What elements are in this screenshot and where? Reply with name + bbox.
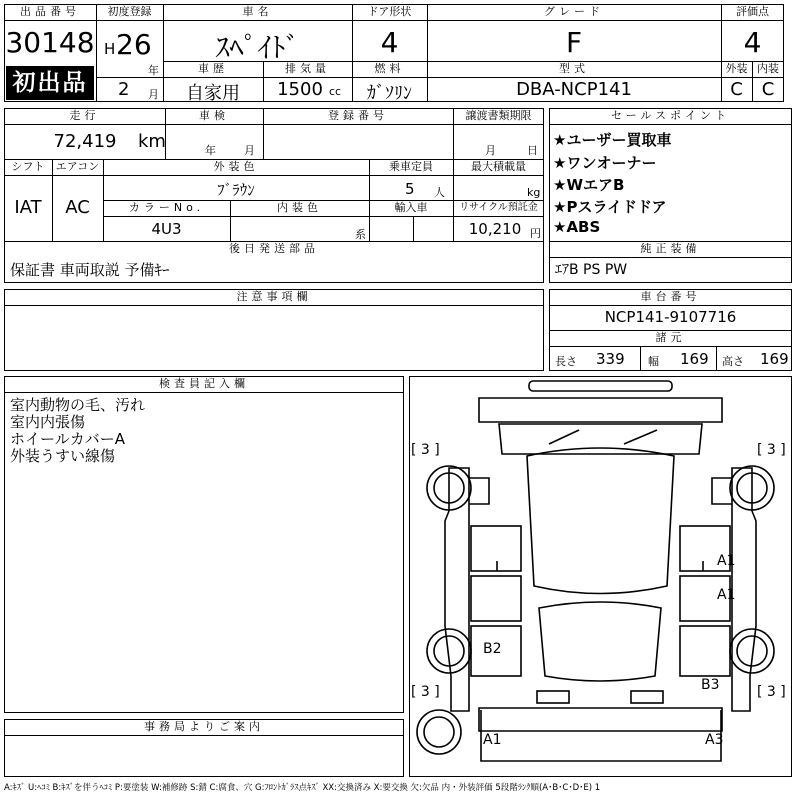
model-code-value: DBA-NCP141: [516, 79, 632, 100]
reg-month: 2: [118, 79, 130, 100]
max-load-unit: kg: [527, 186, 541, 199]
sales-point-1: ★ユーザー買取車: [553, 131, 672, 149]
accessories-value: 保証書 車両取説 予備ｷｰ: [10, 261, 170, 279]
transfer-month-unit: 月: [485, 144, 496, 157]
inspection-label: 車検: [199, 109, 229, 122]
grade-value: F: [565, 26, 583, 59]
lot-number: 30148: [5, 26, 95, 59]
color-no-label: カラーNo.: [128, 201, 205, 214]
windshield-outline: [499, 424, 702, 454]
max-load-label: 最大積載量: [471, 160, 526, 173]
width-value: 169: [680, 350, 709, 368]
transfer-day-unit: 日: [527, 144, 538, 157]
mark-bumper-left: A1: [483, 732, 502, 748]
height-value: 169: [760, 350, 789, 368]
hood-outline: [479, 398, 722, 422]
first-reg-label: 初度登録: [107, 5, 152, 18]
doors-value: 4: [380, 26, 399, 59]
capacity-unit: 人: [434, 186, 445, 199]
inspector-note-4: 外装うすい線傷: [10, 447, 116, 465]
fuel-label: 燃料: [374, 62, 405, 75]
mark-bumper-right: A3: [705, 732, 724, 748]
int-color-label: 内装色: [277, 201, 322, 214]
displacement-value: 1500: [277, 79, 323, 100]
mark-right-wheel: B3: [701, 677, 720, 693]
mark-left-wheel: B2: [483, 641, 502, 657]
score-label: 評価点: [736, 5, 769, 18]
chassis-label: 車台番号: [640, 290, 701, 303]
reg-no-label: 登録番号: [328, 109, 388, 122]
reg-year: 26: [116, 28, 152, 61]
equipment-label: 純正装備: [640, 242, 701, 255]
first-listing-badge: 初出品: [6, 66, 94, 100]
doors-label: ドア形状: [367, 5, 412, 18]
transfer-docs-label: 譲渡書類期限: [465, 109, 532, 122]
mark-top-right: [ 3 ]: [757, 442, 786, 458]
sales-point-5: ★ABS: [553, 218, 601, 236]
capacity-label: 乗車定員: [389, 160, 433, 173]
recycle-value: 10,210: [468, 220, 522, 238]
sales-points-label: セールスポイント: [610, 109, 730, 122]
interior-grade-label: 内装: [757, 62, 779, 75]
recycle-unit: 円: [530, 227, 541, 240]
score-value: 4: [743, 26, 762, 59]
import-label: 輸入車: [394, 201, 428, 214]
grade-label: グレード: [544, 5, 604, 18]
fuel-value: ｶﾞｿﾘﾝ: [367, 83, 412, 104]
inspector-note-3: ホイールカバーA: [10, 430, 125, 448]
exterior-grade-value: C: [730, 79, 743, 100]
chassis-number: NCP141-9107716: [604, 308, 737, 326]
mark-right-door-rear: A1: [717, 587, 736, 603]
history-value: 自家用: [186, 83, 240, 104]
shift-label: シフト: [11, 160, 45, 173]
accessories-label: 後日発送部品: [229, 242, 319, 255]
mileage-unit: km: [138, 131, 166, 152]
exterior-grade-label: 外装: [725, 62, 748, 75]
inspection-year-unit: 年: [205, 144, 216, 157]
rear-window-outline: [539, 602, 661, 681]
mark-top-left: [ 3 ]: [411, 442, 440, 458]
ac-label: エアコン: [55, 160, 100, 173]
rear-bumper-outline: [479, 708, 722, 731]
ac-value: AC: [65, 197, 90, 218]
car-name: ｽﾍﾟｲﾄﾞ: [215, 31, 300, 64]
lot-no-label: 出品番号: [20, 5, 80, 18]
inspector-note-2: 室内内張傷: [10, 413, 86, 431]
ext-color-value: ﾌﾞﾗｳﾝ: [217, 181, 255, 199]
era-letter: H: [104, 40, 116, 58]
caution-label: 注意事項欄: [236, 290, 312, 303]
capacity-value: 5: [405, 180, 415, 198]
roof-outline: [527, 448, 674, 594]
front-bumper-outline: [529, 381, 672, 391]
displacement-unit: cc: [329, 85, 342, 98]
car-diagram: [409, 376, 792, 777]
ext-color-label: 外装色: [213, 160, 259, 173]
displacement-label: 排気量: [285, 62, 330, 75]
dims-label: 諸元: [655, 331, 686, 344]
car-name-label: 車名: [242, 5, 273, 18]
month-unit: 月: [148, 88, 159, 101]
year-unit: 年: [148, 64, 159, 77]
mileage-label: 走行: [69, 109, 100, 122]
inspector-label: 検査員記入欄: [159, 377, 249, 390]
inspector-note-1: 室内動物の毛、汚れ: [10, 396, 146, 414]
inspection-month-unit: 月: [244, 144, 255, 157]
color-no-value: 4U3: [151, 220, 182, 238]
int-color-unit: 系: [355, 228, 366, 241]
height-label: 高さ: [722, 355, 744, 368]
mark-bottom-left: [ 3 ]: [411, 684, 440, 700]
legend-text: A:ｷｽﾞ U:ﾍｺﾐ B:ｷｽﾞを伴うﾍｺﾐ P:要塗装 W:補修跡 S:錆 C:腐食、穴 G:ﾌﾛﾝﾄｶﾞﾗｽ点ｷｽﾞ XX:交換済み X:要交換 欠:欠品 内・外装評価 5段階ﾗﾝｸ順(A･B･C･D･E) 1: [4, 783, 601, 793]
model-code-label: 型式: [559, 62, 589, 75]
mileage-value: 72,419: [53, 131, 117, 152]
interior-grade-value: C: [761, 79, 775, 100]
right-body-outline: [732, 468, 756, 711]
office-label: 事務局よりご案内: [144, 720, 264, 733]
sales-point-4: ★Pスライドドア: [553, 198, 667, 216]
recycle-label: リサイクル預託金: [459, 202, 538, 213]
sales-point-3: ★WエアB: [553, 176, 625, 194]
left-body-outline: [445, 468, 469, 711]
mark-bottom-right: [ 3 ]: [757, 684, 786, 700]
width-label: 幅: [648, 355, 659, 368]
mark-right-door-front: A1: [717, 553, 736, 569]
length-value: 339: [596, 350, 625, 368]
equipment-value: ｴｱB PS PW: [555, 262, 628, 278]
shift-value: IAT: [14, 197, 42, 218]
sales-point-2: ★ワンオーナー: [553, 154, 657, 172]
history-label: 車歴: [198, 62, 228, 75]
length-label: 長さ: [555, 355, 577, 368]
